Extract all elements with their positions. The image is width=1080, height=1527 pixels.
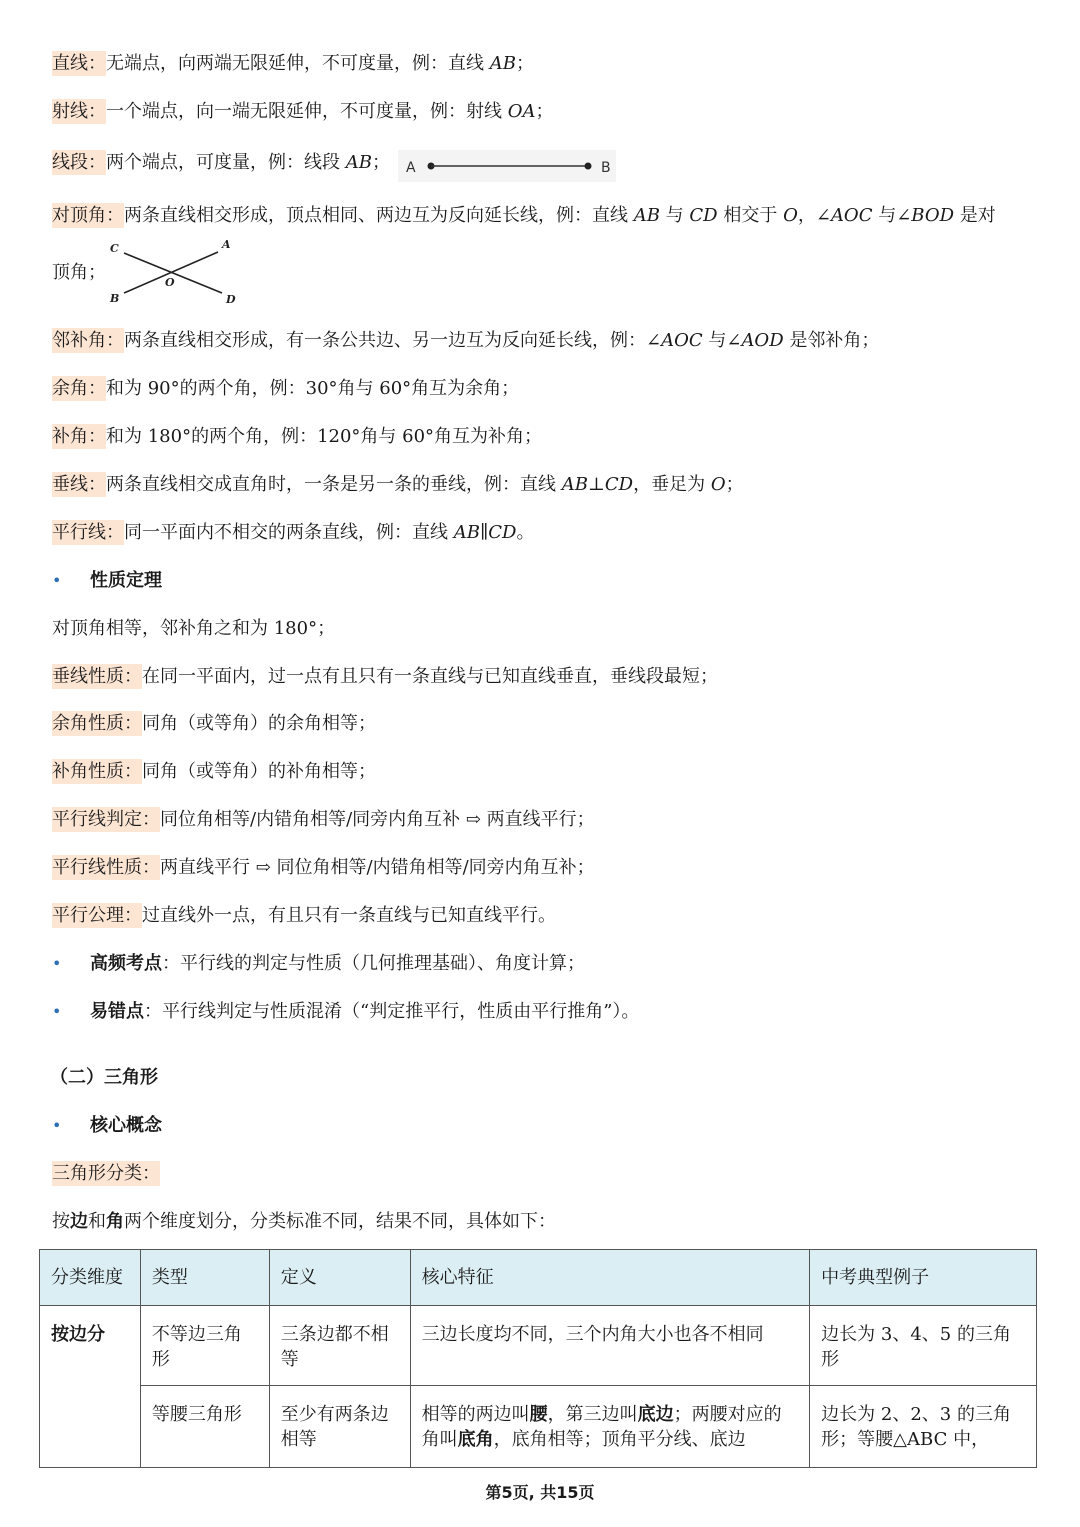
table-row <box>40 1386 1037 1468</box>
def-perpendicular: 垂线：两条直线相交成直角时，一条是另一条的垂线，例：直线 AB⊥CD，垂足为 O； <box>52 474 744 495</box>
term-perpendicular: 垂线： <box>52 474 106 495</box>
heading-properties: 性质定理 <box>90 570 162 591</box>
bullet-dot: • <box>52 954 62 973</box>
term-supplementary: 补角： <box>52 426 106 447</box>
def-complementary: 余角：和为 90°的两个角，例：30°角与 60°角互为余角； <box>52 378 520 399</box>
bullet-dot: • <box>52 1116 62 1135</box>
bullet-properties <box>52 567 162 595</box>
def-segment: 线段：两个端点，可度量，例：线段 AB； <box>52 152 390 173</box>
term-complementary: 余角： <box>52 378 106 399</box>
table-row <box>40 1306 1037 1386</box>
bullet-high-frequency: • 高频考点：平行线的判定与性质（几何推理基础）、角度计算； <box>52 950 585 978</box>
prop-parallel-criteria: 平行线判定：同位角相等/内错角相等/同旁内角互补 ⇨ 两直线平行； <box>52 809 595 830</box>
header-type: 类型 <box>140 1250 269 1306</box>
label-d: D <box>226 293 236 306</box>
header-features: 核心特征 <box>410 1250 810 1306</box>
term-line: 直线： <box>52 53 106 74</box>
segment-label-a: A <box>406 160 416 176</box>
cell-definition: 至少有两条边相等 <box>269 1386 410 1468</box>
table-header-row <box>40 1250 1037 1306</box>
cell-type: 不等边三角形 <box>140 1306 269 1386</box>
label-c: C <box>110 242 119 255</box>
header-examples: 中考典型例子 <box>810 1250 1037 1306</box>
cell-features: 三边长度均不同，三个内角大小也各不相同 <box>410 1306 810 1386</box>
def-vertical-angles: 对顶角：两条直线相交形成，顶点相同、两边互为反向延长线，例：直线 AB 与 CD 相交于 O，∠AOC 与∠BOD 是对 <box>52 205 996 226</box>
def-line: 直线：无端点，向两端无限延伸，不可度量，例：直线 AB； <box>52 53 534 74</box>
cell-example: 边长为 3、4、5 的三角形 <box>810 1306 1037 1386</box>
term-vertical-angles: 对顶角： <box>52 205 124 226</box>
segment-endpoint-b <box>585 163 592 170</box>
label-b: B <box>110 292 120 305</box>
cell-definition: 三条边都不相等 <box>269 1306 410 1386</box>
def-adjacent-supplementary: 邻补角：两条直线相交形成，有一条公共边、另一边互为反向延长线，例：∠AOC 与∠AOD 是邻补角； <box>52 330 880 351</box>
cell-features: 相等的两边叫腰，第三边叫底边；两腰对应的角叫底角，底角相等；顶角平分线、底边 <box>410 1386 810 1468</box>
bullet-dot: • <box>52 1002 62 1021</box>
prop-supplementary: 补角性质：同角（或等角）的补角相等； <box>52 761 376 782</box>
page-footer: 第5页, 共15页 <box>485 1483 595 1502</box>
term-adjacent: 邻补角： <box>52 330 124 351</box>
def-vertical-angles-cont: 顶角； <box>52 262 106 283</box>
prop-complementary: 余角性质：同角（或等角）的余角相等； <box>52 713 376 734</box>
section-title-triangles: （二）三角形 <box>50 1067 158 1088</box>
triangle-classification-term: 三角形分类： <box>52 1163 160 1184</box>
header-dimension: 分类维度 <box>40 1250 141 1306</box>
cell-type: 等腰三角形 <box>140 1386 269 1468</box>
prop-parallel-properties: 平行线性质：两直线平行 ⇨ 同位角相等/内错角相等/同旁内角互补； <box>52 857 595 878</box>
bullet-dot: • <box>52 571 62 590</box>
term-ray: 射线： <box>52 101 106 122</box>
header-definition: 定义 <box>269 1250 410 1306</box>
def-parallel: 平行线：同一平面内不相交的两条直线，例：直线 AB∥CD。 <box>52 522 535 543</box>
term-segment: 线段： <box>52 152 106 173</box>
prop-angles: 对顶角相等，邻补角之和为 180°； <box>52 618 336 639</box>
segment-label-b: B <box>601 160 611 176</box>
cell-example: 边长为 2、2、3 的三角形；等腰△ABC 中， <box>810 1386 1037 1468</box>
prop-perpendicular: 垂线性质：在同一平面内，过一点有且只有一条直线与已知直线垂直，垂线段最短； <box>52 666 718 687</box>
def-ray: 射线：一个端点，向一端无限延伸，不可度量，例：射线 OA； <box>52 101 554 122</box>
cell-dimension: 按边分 <box>40 1306 141 1468</box>
bullet-core-concepts: • 核心概念 <box>52 1112 162 1140</box>
prop-parallel-axiom: 平行公理：过直线外一点，有且只有一条直线与已知直线平行。 <box>52 905 556 926</box>
vertical-angles-figure <box>104 238 238 308</box>
segment-figure <box>398 150 616 182</box>
def-supplementary: 补角：和为 180°的两个角，例：120°角与 60°角互为补角； <box>52 426 543 447</box>
classification-intro: 按边和角两个维度划分，分类标准不同，结果不同，具体如下： <box>52 1211 556 1232</box>
label-a: A <box>222 238 231 251</box>
term-parallel: 平行线： <box>52 522 124 543</box>
triangle-classification-table <box>39 1249 1037 1468</box>
bullet-common-errors: • 易错点：平行线判定与性质混淆（“判定推平行，性质由平行推角”）。 <box>52 998 639 1026</box>
label-o: O <box>165 276 175 289</box>
